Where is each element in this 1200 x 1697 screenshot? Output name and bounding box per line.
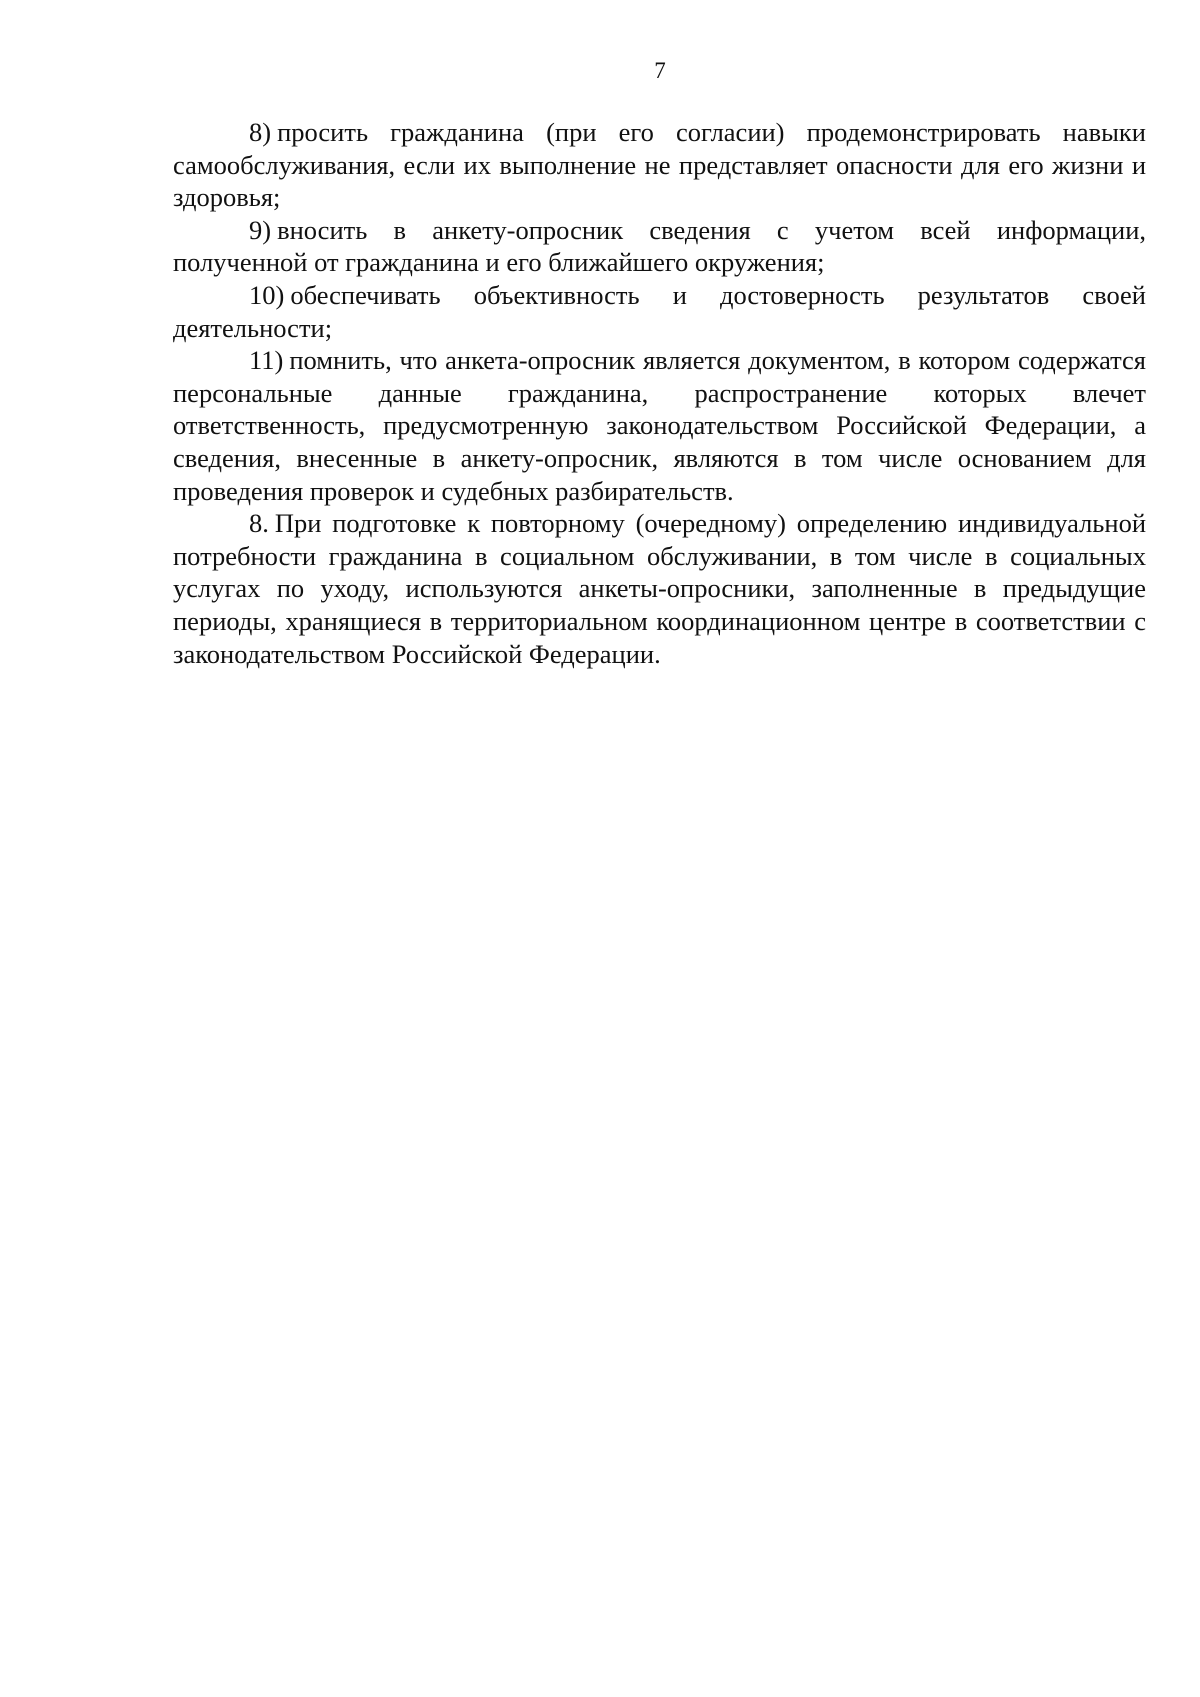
list-marker: 11) bbox=[249, 345, 284, 376]
list-item-8 bbox=[173, 116, 1146, 214]
list-marker: 9) bbox=[249, 214, 272, 245]
paragraph-text: вносить в анкету-опросник сведения с учетом всей информации, полученной от гражданина и его ближайшего окружения; bbox=[173, 214, 1146, 278]
paragraph-text: помнить, что анкета-опросник является документом, в котором содержатся персональные данные гражданина, распространение которых влечет ответственность, предусмотренную законодательством Российской Федерации, а сведения, внесенные в анкету-опросник, являются в том числе основанием для проведения проверок и судебных разбирательств. bbox=[173, 345, 1146, 506]
paragraph-text: просить гражданина (при его согласии) продемонстрировать навыки самообслуживания, если их выполнение не представляет опасности для его жизни и здоровья; bbox=[173, 117, 1146, 213]
section-number: 8. bbox=[249, 508, 269, 539]
section-8-paragraph bbox=[173, 507, 1146, 670]
document-body bbox=[173, 116, 1146, 670]
list-item-10 bbox=[173, 279, 1146, 344]
list-item-9 bbox=[173, 214, 1146, 279]
paragraph-text: обеспечивать объективность и достоверность результатов своей деятельности; bbox=[173, 279, 1146, 343]
list-marker: 10) bbox=[249, 279, 285, 310]
paragraph-text: При подготовке к повторному (очередному) определению индивидуальной потребности гражданина в социальном обслуживании, в том числе в социальных услугах по уходу, используются анкеты-опросники, заполненные в предыдущие периоды, хранящиеся в территориальном координационном центре в соответствии с законодательством Российской Федерации. bbox=[173, 508, 1146, 669]
page-number: 7 bbox=[654, 58, 666, 83]
list-marker: 8) bbox=[249, 117, 272, 147]
list-item-11 bbox=[173, 344, 1146, 507]
